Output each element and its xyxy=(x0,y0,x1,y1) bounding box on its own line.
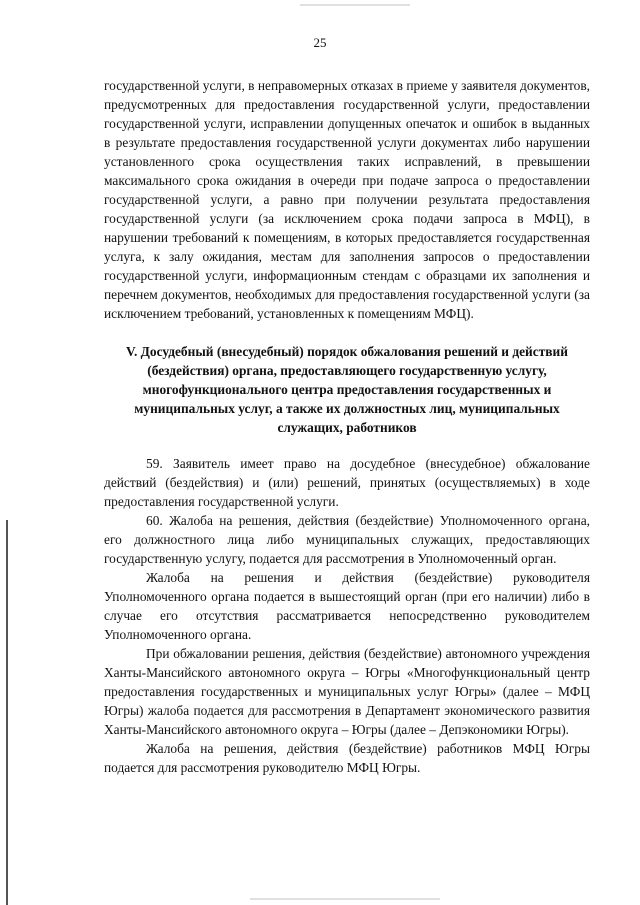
paragraph-59: 59. Заявитель имеет право на досудебное (внесудебное) обжалование действий (бездействия) и (или) решений, принятых (осуществляемых) в ходе предоставления государственной услуги. xyxy=(104,456,590,509)
scan-artifact-top xyxy=(300,4,410,6)
scan-edge-line xyxy=(6,520,8,905)
scan-artifact-bottom xyxy=(250,898,440,900)
paragraph-complaint-mfc: При обжаловании решения, действия (бездействие) автономного учреждения Ханты-Мансийского автономного округа – Югры «Многофункциональный центр предоставления государственных и муниципальных услуг Югры» (далее – МФЦ Югры) жалоба подается для рассмотрения в Департамент экономического развития Ханты-Мансийского автономного округа – Югры (далее – Депэкономики Югры). xyxy=(104,646,590,737)
document-body xyxy=(104,76,590,777)
paragraph-complaint-mfc-workers: Жалоба на решения, действия (бездействие) работников МФЦ Югры подается для рассмотрения руководителю МФЦ Югры. xyxy=(104,741,590,775)
paragraph-complaint-head: Жалоба на решения и действия (бездействие) руководителя Уполномоченного органа подается в вышестоящий орган (при его наличии) либо в случае его отсутствия рассматривается непосредственно руководителем Уполномоченного органа. xyxy=(104,570,590,642)
section-heading: V. Досудебный (внесудебный) порядок обжалования решений и действий (бездействия) органа, предоставляющего государственную услугу, многофункционального центра предоставления государственных и муниципальных услуг, а также их должностных лиц, муниципальных служащих, работников xyxy=(126,344,568,435)
page-number: 25 xyxy=(313,35,327,50)
paragraph-60: 60. Жалоба на решения, действия (бездействие) Уполномоченного органа, его должностного лица либо муниципальных служащих, предоставляющих государственную услугу, подается для рассмотрения в Уполномоченный орган. xyxy=(104,513,590,566)
continuation-paragraph: государственной услуги, в неправомерных отказах в приеме у заявителя документов, предусмотренных для предоставления государственной услуги, предоставлении государственной услуги, исправлении допущенных опечаток и ошибок в выданных в результате предоставления государственной услуги документах либо нарушении установленного срока осуществления таких исправлений, в превышении максимального срока ожидания в очереди при подаче запроса о предоставлении государственной услуги, а равно при получении результата предоставления государственной услуги (за исключением срока подачи запроса в МФЦ), в нарушении требований к помещениям, в которых предоставляется государственная услуга, к залу ожидания, местам для заполнения запросов о предоставлении государственной услуги, информационным стендам с образцами их заполнения и перечнем документов, необходимых для предоставления государственной услуги (за исключением требований, установленных к помещениям МФЦ). xyxy=(104,78,590,321)
